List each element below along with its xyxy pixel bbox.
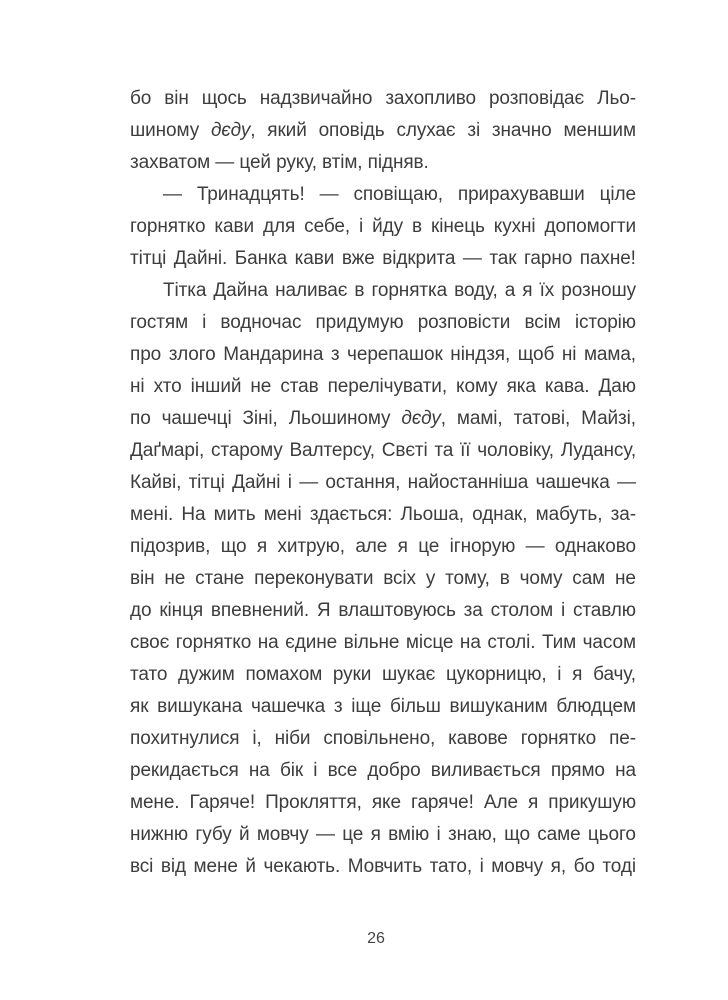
word: саме [537,824,581,845]
word: тітці [188,472,225,493]
text-line [130,531,636,563]
word: для [263,216,296,237]
word: бачу, [593,664,636,685]
word: Тринадцять! [196,184,305,205]
word: прирахувавши [457,184,585,205]
word: Тим [541,632,577,653]
word: це [342,824,364,845]
text-line [130,851,636,883]
word: Кайві, [130,472,182,493]
word: однаково [554,536,636,557]
word: щоб [517,344,555,365]
word: дєду, [210,120,256,141]
word: сповіщаю, [353,184,443,205]
word: Зіні, [242,408,278,429]
word: це [418,536,440,557]
word: татові, [513,408,571,429]
word: злого [168,344,216,365]
word: переконувати [254,568,374,589]
word: найостанніша [407,472,529,493]
word: бік [279,760,304,781]
word: Мовчить [347,856,422,877]
text-line [130,211,636,243]
word: сповільнено, [323,728,436,749]
word: горнятко [130,216,206,237]
word: черепашок [347,344,443,365]
word: слухає [396,120,456,141]
word: зі [467,120,481,141]
word: впевнений. [210,600,310,621]
word: мене [193,856,238,877]
text-line [130,787,636,819]
word: розповідає [488,88,585,109]
word: я [522,280,533,301]
word: Даю [598,376,636,397]
word: Але [483,792,518,813]
word: чашечці [161,408,232,429]
word: столом [490,600,554,621]
word: і [359,216,364,237]
word: шукає [382,664,436,685]
word: горнятка [371,280,448,301]
word: Тітка [163,280,207,301]
word: блюдцем [556,696,636,717]
word: чекають. [263,856,341,877]
word: мамі, [456,408,503,429]
word: все [327,760,358,781]
word: надзвичайно [259,88,373,109]
word: ціле [599,184,636,205]
word: кінець [431,216,485,237]
word: за- [610,504,636,525]
word: йду [372,216,404,237]
word: кухні [493,216,536,237]
word: вільне [343,632,400,653]
text-line: захватом — цей руку, втім, підняв. [130,152,429,173]
word: по [130,408,151,429]
word: ні [130,376,145,397]
word: цього [587,824,636,845]
word: виливається [430,760,541,781]
word: бо [130,88,152,109]
word: єдине [285,632,338,653]
word: старому [210,440,283,461]
word: мама, [583,344,636,365]
word: її [460,440,471,461]
word: хитрую, [277,536,345,557]
word: вишукана [157,696,243,717]
word: захопливо [385,88,476,109]
word: я [256,536,268,557]
word: про [130,344,162,365]
word: здається: [309,504,393,525]
word: вишуканим [449,696,548,717]
word: гаряче! [411,792,474,813]
word: він [130,568,155,589]
word: водночас [220,312,302,333]
word: губу [195,824,232,845]
word: мабуть, [535,504,603,525]
word: так [489,248,517,269]
word: часом [582,632,636,653]
word: тато, [429,856,473,877]
word: з [333,696,343,717]
word: цукорницю, [446,664,547,685]
text-line [130,723,636,755]
text-line [130,595,636,627]
word: мовчу [256,824,309,845]
word: прикушую [548,792,636,813]
word: на [615,760,636,781]
word: всіх [383,568,416,589]
word: тітці [130,248,167,269]
text-line [130,115,636,147]
word: нижню [130,824,189,845]
text-line [130,467,636,499]
word: однак, [472,504,528,525]
word: кава. [544,376,590,397]
word: столі. [487,632,536,653]
word: Валтерсу, [289,440,375,461]
word: Гаряче! [189,792,256,813]
word: до [130,600,152,621]
word: похитнулися [130,728,240,749]
word: тому, [445,568,490,589]
word: я [397,536,408,557]
word: На [181,504,206,525]
word: придумую [315,312,404,333]
word: воду, [454,280,498,301]
word: вмію [388,824,430,845]
word: і [287,472,292,493]
word: прямо [550,760,605,781]
word: наливає [275,280,348,301]
word: оповідь [318,120,385,141]
word: сам [572,568,606,589]
word: Даґмарі, [130,440,205,461]
word: — [319,184,339,205]
page-number: 26 [367,930,385,947]
word: пахне! [579,248,636,269]
word: з [330,344,340,365]
word: розповісти [417,312,511,333]
word: і [479,856,484,877]
word: пе- [609,728,636,749]
word: дєду, [401,408,446,429]
word: мені [263,504,302,525]
word: в [412,216,423,237]
word: всім [524,312,561,333]
word: не [250,376,272,397]
word: а [504,280,516,301]
word: я [572,664,583,685]
word: стане [195,568,245,589]
word: горнятко [520,728,597,749]
word: ставлю [572,600,636,621]
text-line [130,307,636,339]
word: гарно [524,248,573,269]
word: більш [389,696,441,717]
text-line [130,563,636,595]
word: — [617,472,636,493]
word: вже [341,248,375,269]
text-line [130,403,636,435]
word: кави [294,248,335,269]
word: але [355,536,388,557]
word: я [528,792,539,813]
word: гостям [130,312,189,333]
word: значно [491,120,552,141]
word: на [459,632,481,653]
word: і [557,664,562,685]
text-line [130,435,636,467]
word: щось [201,88,247,109]
word: всі [130,856,154,877]
word: чашечка [250,696,326,717]
word: на [257,632,279,653]
word: кавове [448,728,508,749]
word: й [238,824,250,845]
word: підозрив, [130,536,211,557]
word: рекидається [130,760,239,781]
word: Лудансу, [560,440,636,461]
word: історію [574,312,636,333]
word: дужим [178,664,235,685]
word: мене. [130,792,180,813]
word: яке [371,792,401,813]
word: кави [214,216,255,237]
text-line [130,371,636,403]
word: що [220,536,247,557]
word: не [615,568,636,589]
word: за [463,600,483,621]
word: Мандарина [223,344,324,365]
word: — [462,248,482,269]
word: добро [367,760,421,781]
word: своє [130,632,170,653]
word: Майзі, [581,408,636,429]
word: шиному [130,120,200,141]
word: меншим [563,120,636,141]
word: Прокляття, [265,792,362,813]
word: у [425,568,436,589]
word: Я [316,600,331,621]
word: руки [332,664,372,685]
word: бо [573,856,595,877]
word: — [163,184,182,205]
word: ігнорую [449,536,516,557]
word: і [436,824,441,845]
word: ні [561,344,577,365]
word: в [499,568,510,589]
word: і [202,312,207,333]
text-line [130,499,636,531]
word: не [164,568,186,589]
word: Льоша, [400,504,464,525]
word: став [280,376,319,397]
text-line [130,691,636,723]
word: ніби [274,728,311,749]
text-line [130,179,636,211]
word: я, [550,856,567,877]
word: чоловіку, [477,440,554,461]
text-line [130,339,636,371]
word: як [130,696,149,717]
word: відкрита [382,248,456,269]
word: кому [456,376,498,397]
word: і, [252,728,262,749]
word: їх [539,280,555,301]
word: ніндзя, [450,344,511,365]
word: Дайні [232,472,281,493]
word: я [370,824,381,845]
word: розношу [561,280,636,301]
word: — [525,536,545,557]
word: і [313,760,318,781]
word: і [560,600,566,621]
word: інший [190,376,242,397]
text-line [130,275,636,307]
word: перелічувати, [327,376,447,397]
word: допомогти [544,216,636,237]
word: мить [213,504,256,525]
text-line [130,243,636,275]
word: мовчу [491,856,544,877]
word: тато [130,664,168,685]
word: яка [506,376,536,397]
word: що [504,824,530,845]
word: та [434,440,454,461]
word: Льо- [597,88,636,109]
word: — [315,824,335,845]
word: Дайна [213,280,269,301]
word: чому [519,568,563,589]
word: Льошиному [288,408,391,429]
text-line [130,83,636,115]
word: знаю, [447,824,497,845]
word: який [267,120,307,141]
word: Дайні. [173,248,228,269]
word: на [248,760,270,781]
word: мені. [130,504,174,525]
word: горнятко [175,632,252,653]
word: іще [351,696,382,717]
word: Свєті [381,440,428,461]
text-line [130,627,636,659]
word: в [354,280,365,301]
text-line [130,659,636,691]
word: чашечка [535,472,610,493]
word: місце [405,632,454,653]
word: й [245,856,256,877]
word: Банка [234,248,288,269]
word: помахом [245,664,323,685]
text-line [130,755,636,787]
word: тоді [602,856,636,877]
word: влаштовуюсь [338,600,456,621]
word: хто [153,376,182,397]
word: остання, [325,472,401,493]
word: себе, [304,216,351,237]
text-line [130,819,636,851]
word: — [299,472,319,493]
word: він [164,88,189,109]
word: кінця [159,600,204,621]
word: від [160,856,186,877]
text-block [130,83,636,883]
